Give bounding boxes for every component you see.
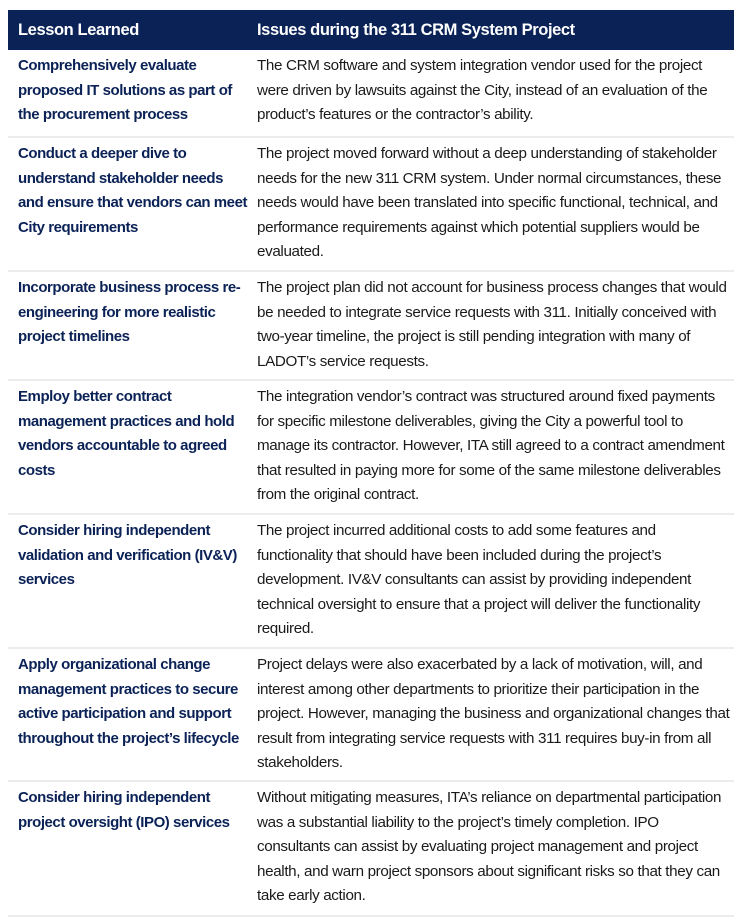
table-row [8, 649, 734, 782]
lesson-cell: Conduct a deeper dive to understand stakeholder needs and ensure that vendors can meet City requirements [18, 145, 248, 236]
lesson-cell: Employ better contract management practices and hold vendors accountable to agreed costs [18, 388, 235, 479]
issue-cell: Project delays were also exacerbated by a lack of motivation, will, and interest among other departments to prioritize their participation in the project. However, managing the business and organizational changes that result from integrating service requests with 311 requires buy-in from all stakeholders. [257, 656, 730, 772]
table-row [8, 272, 734, 381]
header-issues: Issues during the 311 CRM System Project [257, 20, 575, 39]
lesson-cell: Apply organizational change management practices to secure active participation and support throughout the project’s lifecycle [18, 656, 239, 747]
issue-cell: The project plan did not account for business process changes that would be needed to integrate service requests with 311. Initially conceived with two-year timeline, the project is still pending integration with many of LADOT’s service requests. [257, 279, 727, 370]
lesson-cell: Consider hiring independent project oversight (IPO) services [18, 789, 230, 831]
table-row [8, 50, 734, 138]
table-row [8, 782, 734, 917]
issue-cell: The integration vendor’s contract was structured around fixed payments for specific milestone deliverables, giving the City a powerful tool to manage its contractor. However, ITA still agreed to a contract amendment that resulted in paying more for some of the same milestone deliverables from the original contract. [257, 388, 725, 504]
table-row [8, 138, 734, 272]
issue-cell: The project moved forward without a deep understanding of stakeholder needs for the new 311 CRM system. Under normal circumstances, these needs would have been translated into specific functional, technical, and performance requirements against which potential suppliers would be evaluated. [257, 145, 722, 261]
lessons-learned-table [8, 10, 734, 917]
lesson-cell: Comprehensively evaluate proposed IT solutions as part of the procurement process [18, 57, 232, 124]
lesson-cell: Incorporate business process re-engineering for more realistic project timelines [18, 279, 241, 346]
header-lesson-learned: Lesson Learned [18, 20, 139, 39]
lesson-cell: Consider hiring independent validation and verification (IV&V) services [18, 522, 237, 589]
issue-cell: The project incurred additional costs to add some features and functionality that should have been included during the project’s development. IV&V consultants can assist by providing independent technical oversight to ensure that a project will deliver the functionality required. [257, 522, 701, 638]
issue-cell: Without mitigating measures, ITA’s reliance on departmental participation was a substantial liability to the project’s timely completion. IPO consultants can assist by evaluating project management and project health, and warn project sponsors about significant risks so that they can take early action. [257, 789, 722, 905]
table-header [8, 10, 734, 50]
issue-cell: The CRM software and system integration vendor used for the project were driven by lawsuits against the City, instead of an evaluation of the product’s features or the contractor’s ability. [257, 57, 708, 124]
table-row [8, 515, 734, 649]
table-row [8, 381, 734, 515]
